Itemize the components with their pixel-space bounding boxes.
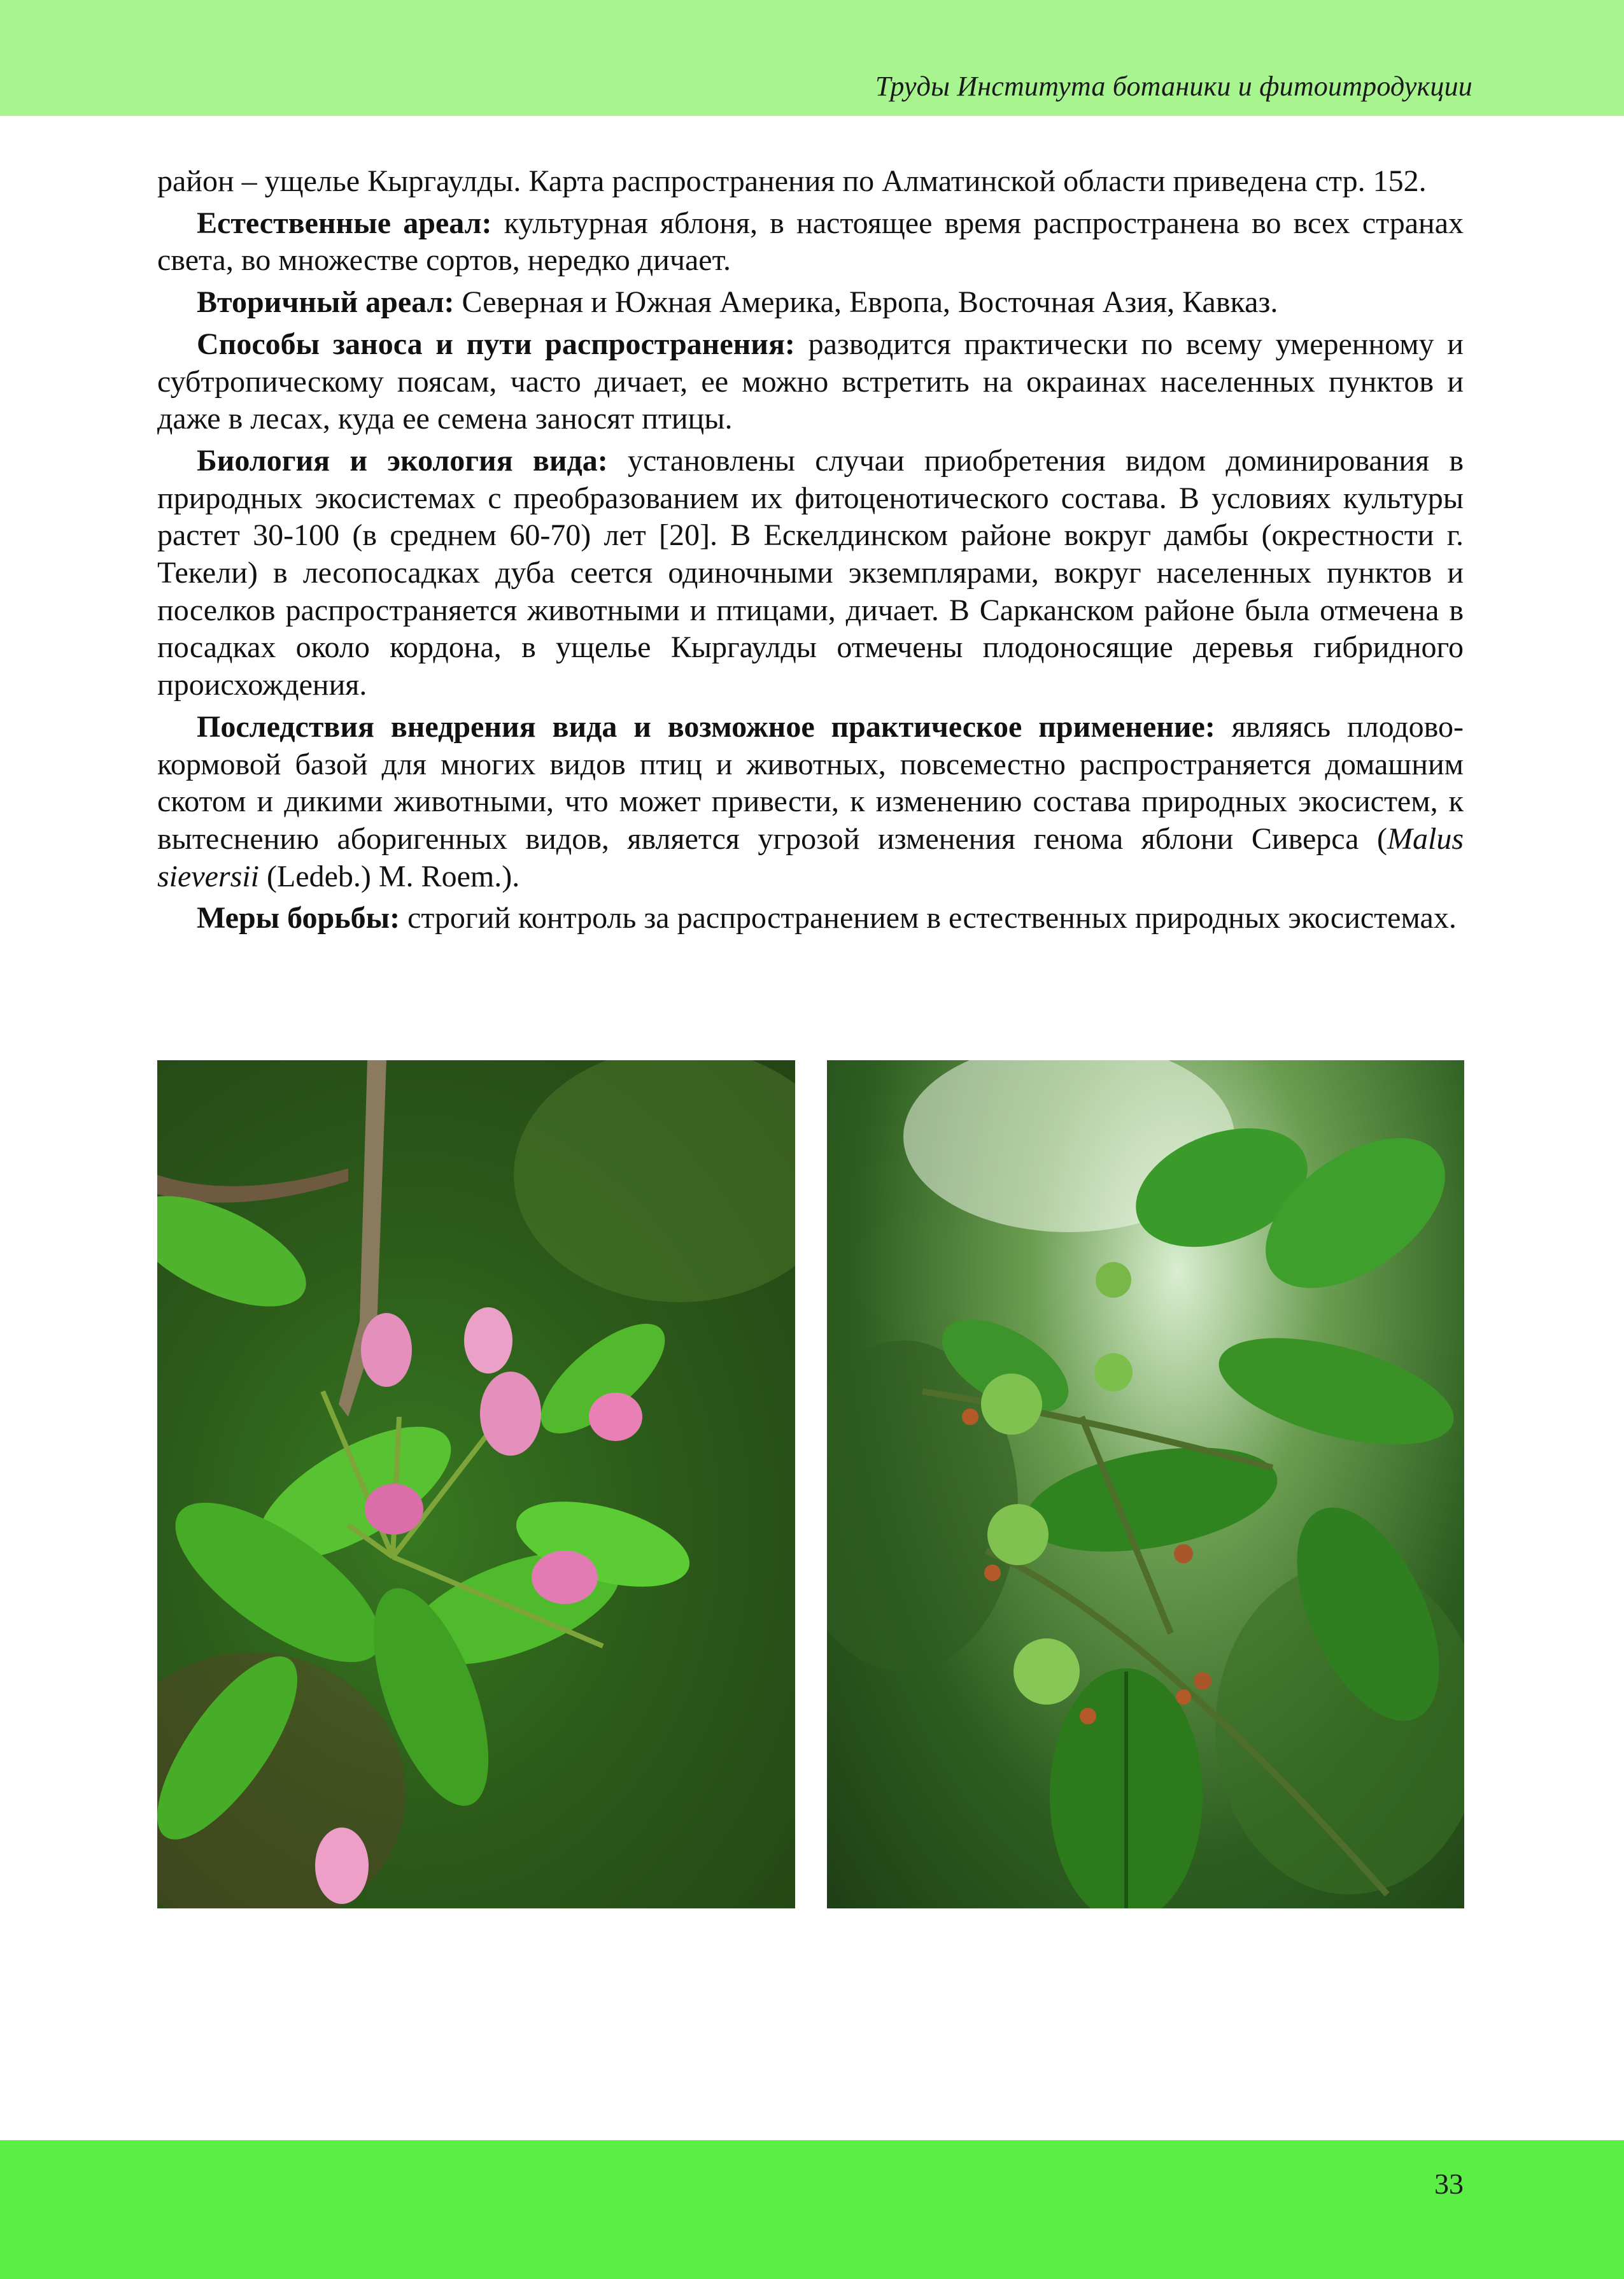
paragraph-control-measures bbox=[157, 900, 1464, 937]
paragraph-text: установлены случаи приобретения видом доминирования в природных экосистемах с преобразованием их фитоценотического состава. В условиях культуры растет 30-100 (в среднем 60-70) лет [20]. В Ескелдинском районе вокруг дамбы (окрестности г. Текели) в лесопосадках дуба сеется одиночными экземплярами, вокруг населенных пунктов и поселков распространяется животными и птицами, дичает. В Сарканском районе была отмечена в посадках около кордона, в ущелье Кыргаулды отмечены плодоносящие деревья гибридного происхождения. bbox=[157, 443, 1464, 702]
apple-blossom-photo bbox=[157, 1060, 795, 1908]
paragraph-lead: Меры борьбы: bbox=[197, 901, 400, 935]
paragraph-lead: Естественные ареал: bbox=[197, 206, 492, 240]
paragraph-biology-ecology bbox=[157, 443, 1464, 704]
paragraph-lead: Вторичный ареал: bbox=[197, 285, 455, 320]
apple-fruit-photo bbox=[827, 1060, 1464, 1908]
paragraph-lead: Биология и экология вида: bbox=[197, 443, 608, 478]
paragraph-text: разводится практически по всему умеренному и субтропическому поясам, часто дичает, ее можно встретить на окраинах населенных пунктов и даже в лесах, куда ее семена заносят птицы. bbox=[157, 327, 1464, 436]
paragraph-lead: Последствия внедрения вида и возможное практическое применение: bbox=[197, 709, 1215, 744]
paragraph-consequences bbox=[157, 709, 1464, 896]
paragraph-text: строгий контроль за распространением в естественных природных экосистемах. bbox=[400, 901, 1457, 935]
paragraph-text: являясь плодово-кормовой базой для многих видов птиц и животных, повсеместно распространяется домашним скотом и дикими животными, что может привести, к изменению состава природных экосистем, к вытеснению аборигенных видов, является угрозой изменения генома яблони Сиверса ( bbox=[157, 709, 1464, 856]
paragraph-continuation bbox=[157, 163, 1464, 201]
article-body bbox=[157, 163, 1464, 942]
apple-fruit-illustration bbox=[827, 1060, 1464, 1908]
apple-blossom-illustration bbox=[157, 1060, 795, 1908]
paragraph-spread-methods bbox=[157, 326, 1464, 438]
paragraph-natural-range bbox=[157, 205, 1464, 280]
footer-band bbox=[0, 2140, 1624, 2279]
paragraph-secondary-range bbox=[157, 284, 1464, 322]
species-name: Malus sieversii bbox=[157, 821, 1464, 893]
paragraph-lead: Способы заноса и пути распространения: bbox=[197, 327, 795, 361]
paragraph-text: район – ущелье Кыргаулды. Карта распространения по Алматинской области приведена стр. 152. bbox=[157, 164, 1427, 198]
paragraph-text: культурная яблоня, в настоящее время распространена во всех странах света, во множестве сортов, нередко дичает. bbox=[157, 206, 1464, 278]
page-number: 33 bbox=[1434, 2168, 1464, 2200]
paragraph-text: (Ledeb.) M. Roem.). bbox=[258, 859, 520, 893]
paragraph-text: Северная и Южная Америка, Европа, Восточная Азия, Кавказ. bbox=[454, 285, 1278, 320]
journal-title: Труды Института ботаники и фитоитродукции bbox=[875, 71, 1472, 102]
header-band bbox=[0, 0, 1624, 116]
